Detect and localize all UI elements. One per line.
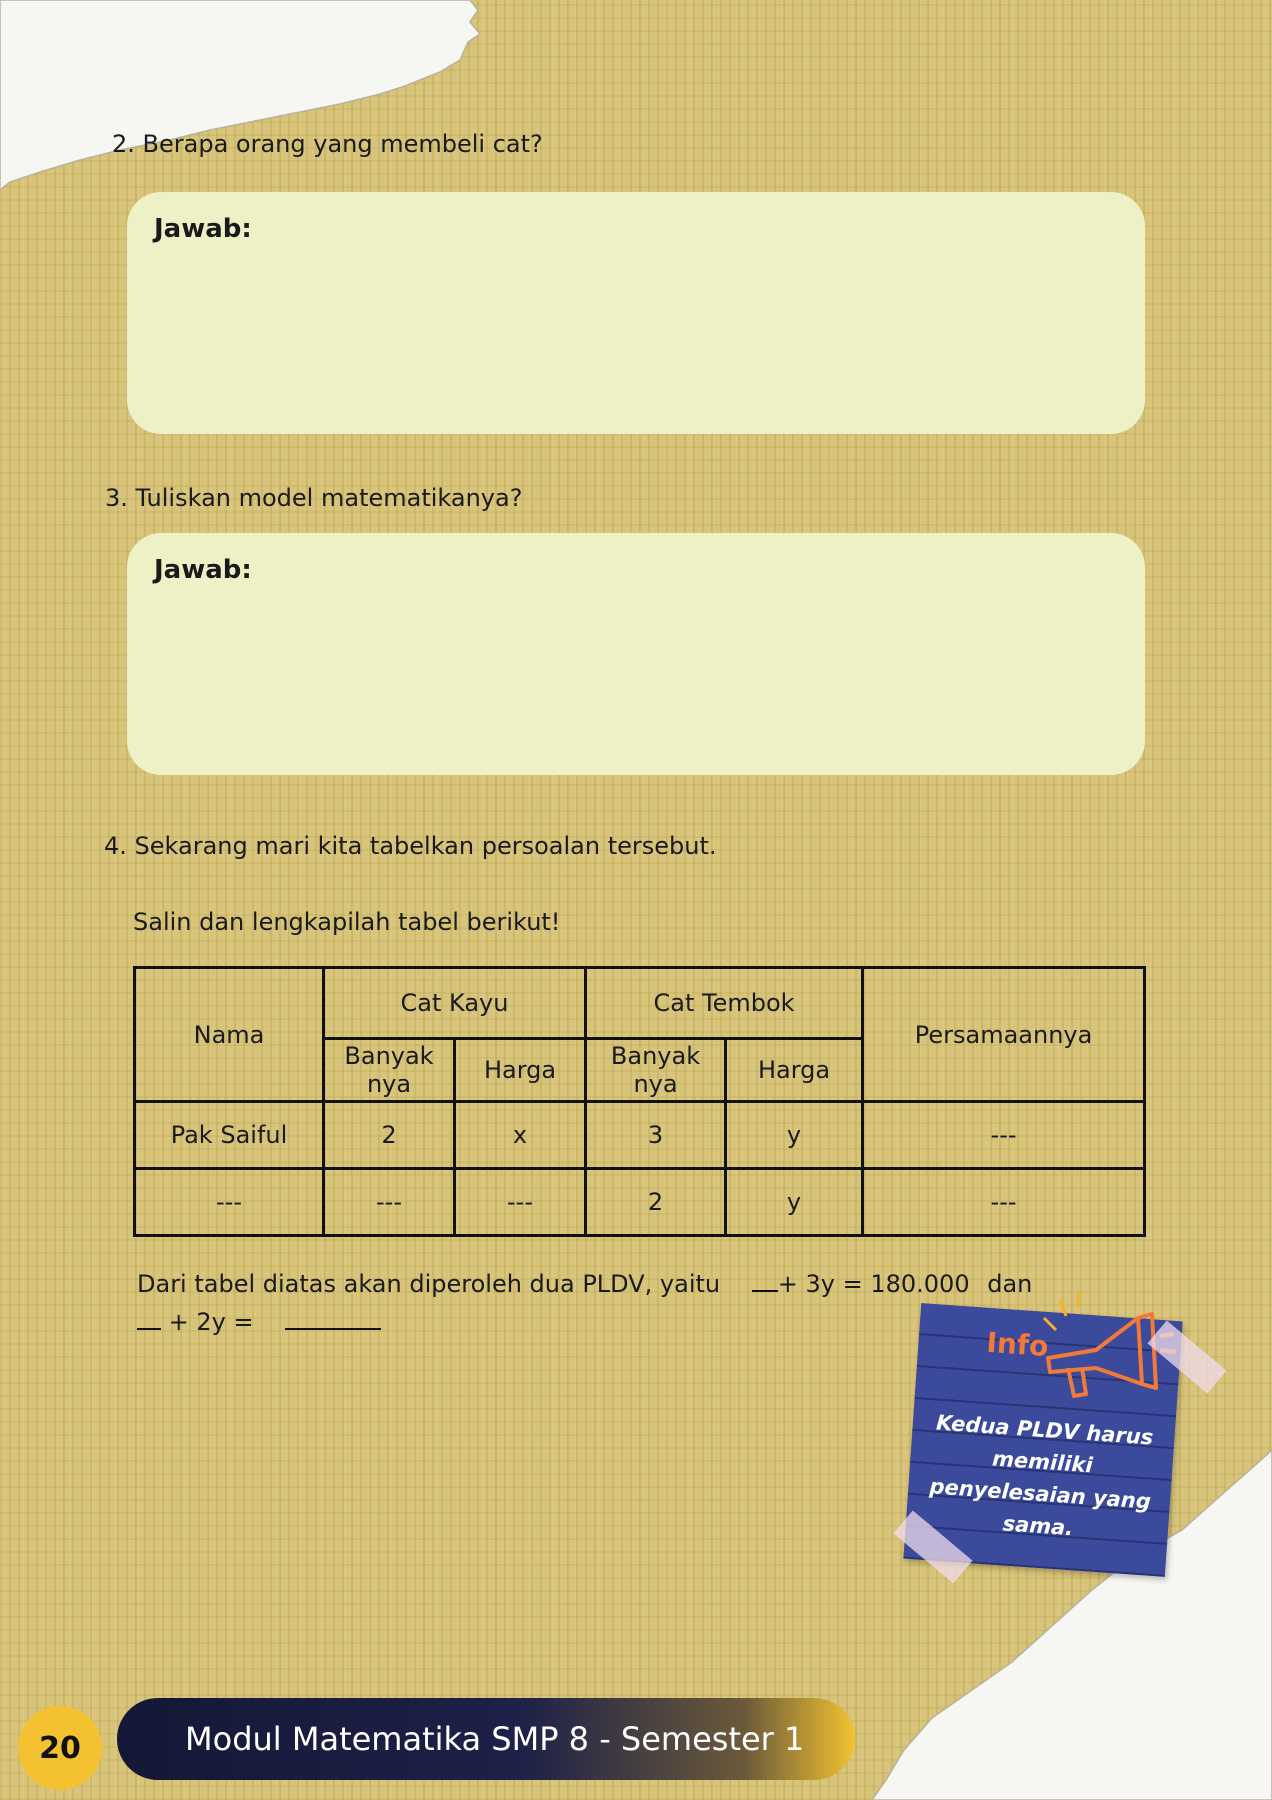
header-harga: Harga [726, 1039, 863, 1102]
header-banyaknya: Banyak nya [586, 1039, 726, 1102]
table-row [135, 1169, 1145, 1236]
answer-label: Jawab: [154, 214, 252, 244]
header-cat-kayu: Cat Kayu [324, 968, 586, 1039]
header-banyaknya: Banyak nya [324, 1039, 455, 1102]
header-persamaan: Persamaannya [863, 968, 1145, 1102]
pldv-table [133, 966, 1143, 1237]
pldv-eq2: + 2y = [168, 1308, 254, 1336]
cell-nama[interactable]: --- [135, 1169, 324, 1236]
cell-tembok-harga[interactable]: y [726, 1102, 863, 1169]
cell-kayu-harga[interactable]: x [455, 1102, 586, 1169]
cell-kayu-harga[interactable]: --- [455, 1169, 586, 1236]
blank-x1[interactable] [752, 1290, 778, 1292]
pldv-statement-2 [137, 1308, 381, 1336]
blank-x2[interactable] [137, 1328, 161, 1330]
pldv-text: Dari tabel diatas akan diperoleh dua PLDV, yaitu [137, 1270, 721, 1298]
cell-tembok-harga[interactable]: y [726, 1169, 863, 1236]
cell-persamaan[interactable]: --- [863, 1169, 1145, 1236]
page-number: 20 [18, 1706, 102, 1790]
pldv-eq1: + 3y = 180.000 [777, 1270, 970, 1298]
pldv-conj: dan [987, 1270, 1033, 1298]
header-nama: Nama [135, 968, 324, 1102]
cell-kayu-banyak[interactable]: 2 [324, 1102, 455, 1169]
answer-box-2[interactable] [127, 192, 1145, 434]
question-3: 3. Tuliskan model matematikanya? [105, 484, 523, 512]
question-4: 4. Sekarang mari kita tabelkan persoalan tersebut. [104, 832, 717, 860]
answer-label: Jawab: [154, 555, 252, 585]
cell-tembok-banyak[interactable]: 3 [586, 1102, 726, 1169]
info-title: Info [985, 1325, 1050, 1364]
header-cat-tembok: Cat Tembok [586, 968, 863, 1039]
question-2: 2. Berapa orang yang membeli cat? [112, 130, 543, 158]
table-instruction: Salin dan lengkapilah tabel berikut! [133, 908, 561, 936]
info-text: Kedua PLDV harus memiliki penyelesaian yang sama. [928, 1410, 1155, 1541]
footer-title-bar [117, 1698, 855, 1780]
cell-persamaan[interactable]: --- [863, 1102, 1145, 1169]
cell-tembok-banyak[interactable]: 2 [586, 1169, 726, 1236]
pldv-statement [137, 1270, 1032, 1298]
table-row [135, 1102, 1145, 1169]
header-harga: Harga [455, 1039, 586, 1102]
footer-title: Modul Matematika SMP 8 - Semester 1 [185, 1720, 805, 1758]
cell-nama[interactable]: Pak Saiful [135, 1102, 324, 1169]
cell-kayu-banyak[interactable]: --- [324, 1169, 455, 1236]
blank-result[interactable] [285, 1328, 381, 1330]
answer-box-3[interactable] [127, 533, 1145, 775]
